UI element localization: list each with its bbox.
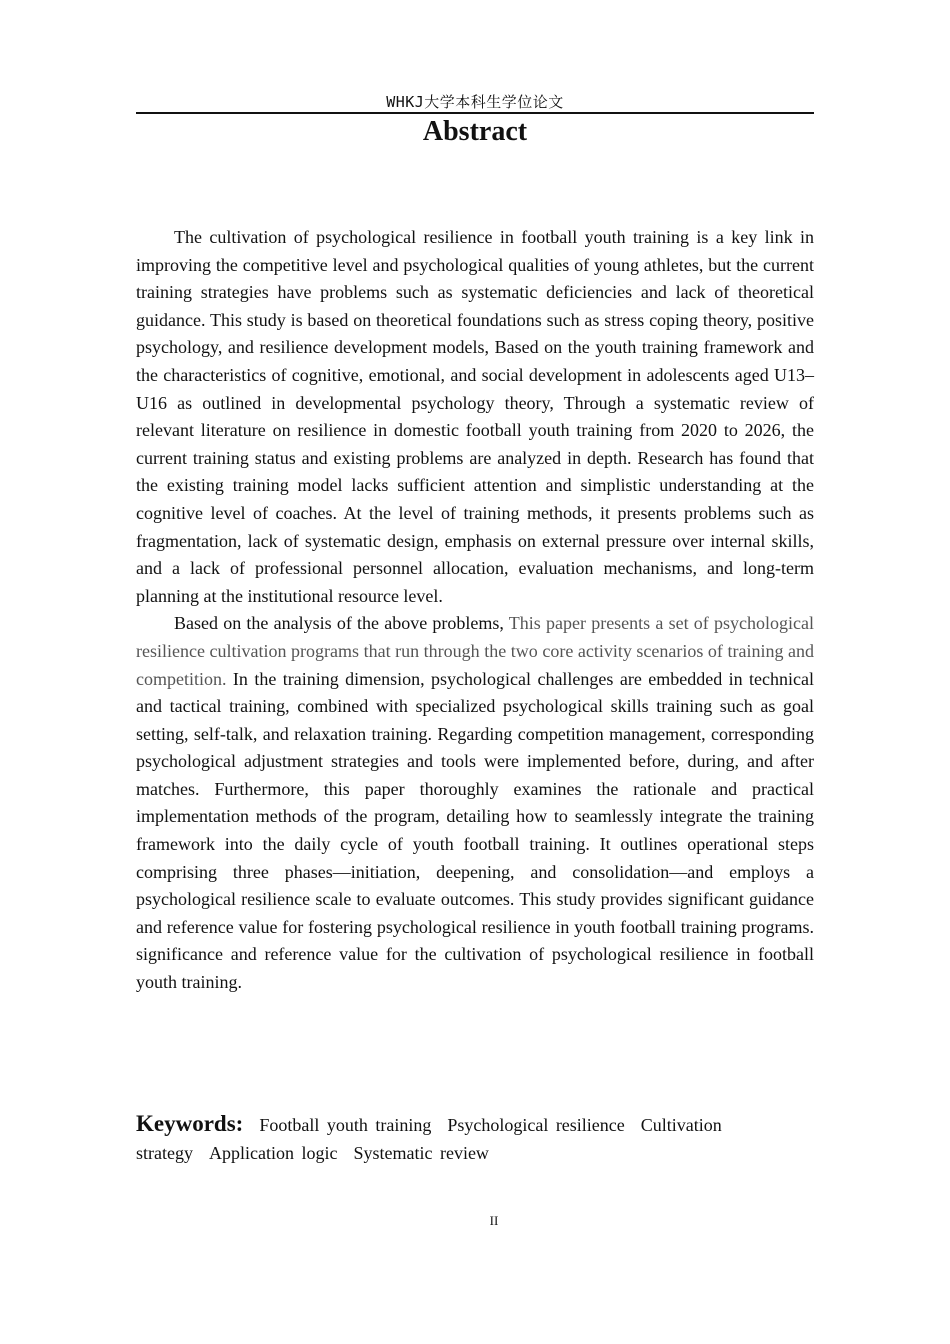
abstract-paragraph-1: The cultivation of psychological resilience in football youth training is a key link in improving the competitive level and psychological qualities of young athletes, but the current training strategies have problems such as systematic deficiencies and lack of theoretical guidance. This study is based on theoretical foundations such as stress coping theory, positive psychology, and resilience development models, Based on the youth training framework and the characteristics of cognitive, emotional, and social development in adolescents aged U13–U16 as outlined in developmental psychology theory, Through a systematic review of relevant literature on resilience in domestic football youth training from 2020 to 2026, the current training status and existing problems are analyzed in depth. Research has found that the existing training model lacks sufficient attention and simplistic understanding at the cognitive level of coaches. At the level of training methods, it presents problems such as fragmentation, lack of systematic design, emphasis on external pressure over internal skills, and a lack of professional personnel allocation, evaluation mechanisms, and long-term planning at the institutional resource level.	[136, 227, 814, 606]
abstract-paragraph-2	[136, 610, 814, 996]
keywords-label: Keywords:	[136, 1111, 244, 1136]
paragraph-2-highlight: This paper presents a set of psychological resilience cultivation programs that run through the two core activity scenarios of training and competition.	[136, 613, 814, 689]
keyword-item: Cultivation strategy	[136, 1115, 722, 1163]
abstract-body	[136, 224, 814, 997]
keyword-item: Systematic review	[353, 1143, 489, 1163]
keyword-item: Application logic	[208, 1143, 338, 1163]
page-number: II	[489, 1213, 499, 1228]
keyword-item: Football youth training	[259, 1115, 432, 1135]
paragraph-2-lead: Based on the analysis of the above problems,	[174, 613, 509, 634]
keywords-block	[136, 1110, 814, 1167]
keyword-item: Psychological resilience	[447, 1115, 625, 1135]
page-title: Abstract	[422, 116, 528, 147]
paragraph-2-rest: In the training dimension, psychological challenges are embedded in technical and tactical training, combined with specialized psychological skills training such as goal setting, self-talk, and relaxation training. Regarding competition management, corresponding psychological adjustment strategies and tools were implemented before, during, and after matches. Furthermore, this paper thoroughly examines the rationale and practical implementation methods of the program, detailing how to seamlessly integrate the training framework into the daily cycle of youth football training. It outlines operational steps comprising three phases—initiation, deepening, and consolidation—and employs a psychological resilience scale to evaluate outcomes. This study provides significant guidance and reference value for fostering psychological resilience in youth football training programs. significance and reference value for the cultivation of psychological resilience in football youth training.	[136, 668, 814, 993]
running-header: WHKJ大学本科生学位论文	[386, 93, 564, 111]
